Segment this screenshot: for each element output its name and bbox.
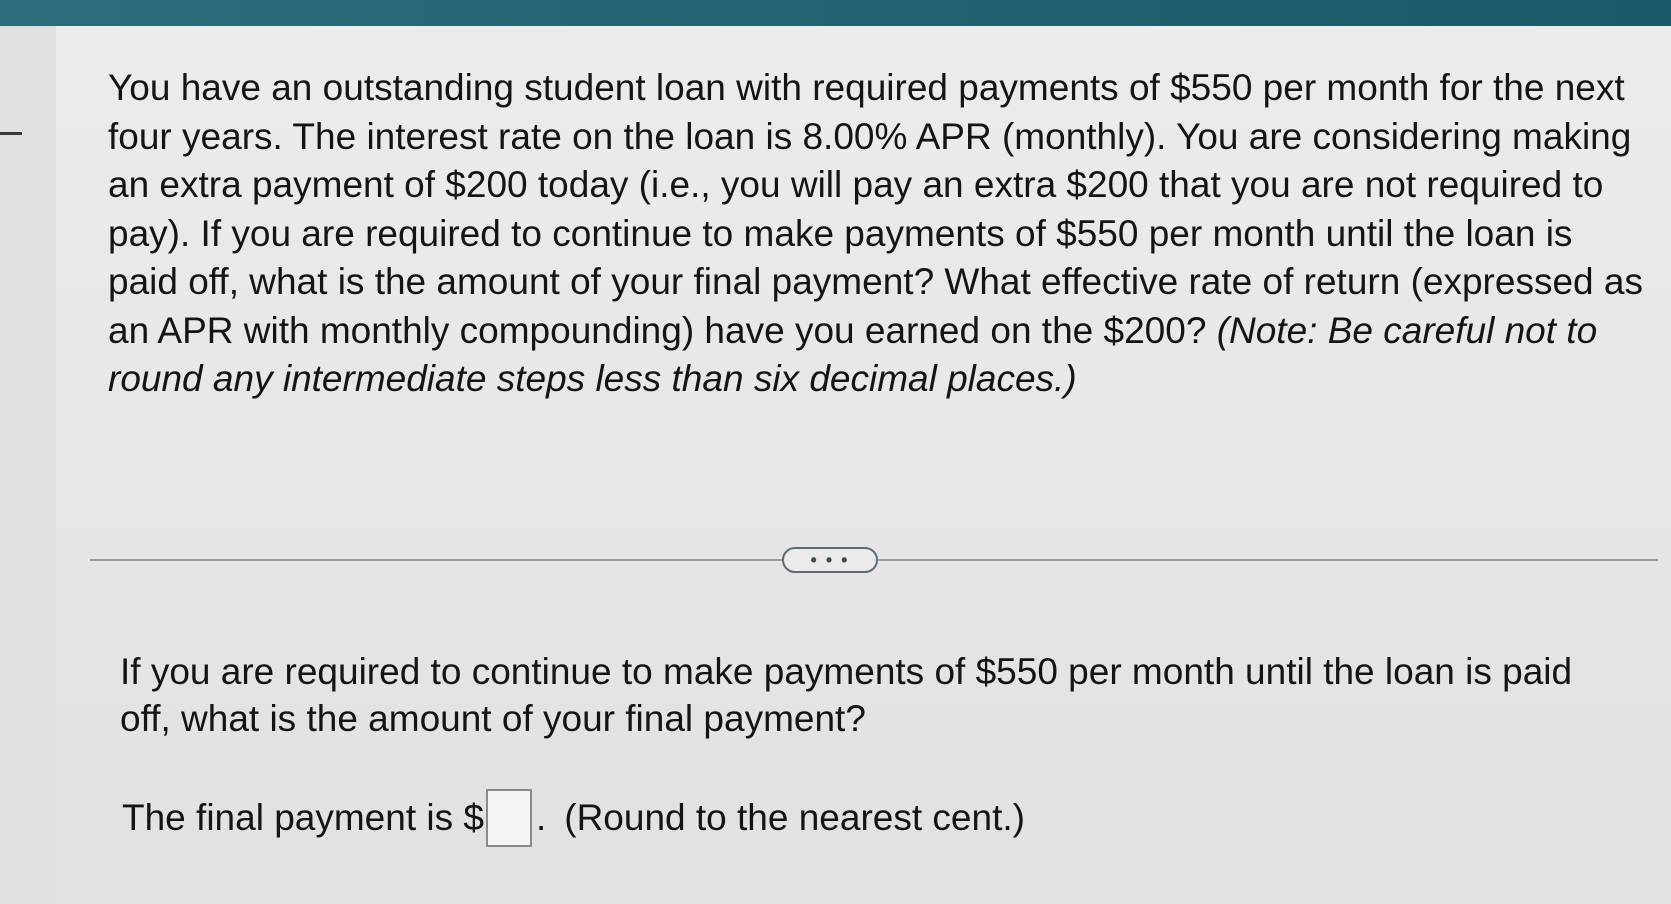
rounding-hint: (Round to the nearest cent.) <box>564 797 1025 838</box>
question-note: (Note: Be careful not to round any intermediate steps less than six decimal places.) <box>108 309 1598 399</box>
answer-row <box>122 789 1025 847</box>
expand-more-button[interactable]: • • • <box>782 547 878 573</box>
top-bar <box>0 0 1671 26</box>
final-payment-input[interactable] <box>486 789 532 847</box>
answer-prefix: The final payment is $ <box>122 797 484 838</box>
question-body: You have an outstanding student loan with required payments of $550 per month for the next four years. The interest rate on the loan is 8.00% APR (monthly). You are considering making an extra payment of $200 today (i.e., you will pay an extra $200 that you are not required to pay). If you are required to continue to make payments of $550 per month until the loan is paid off, what is the amount of your final payment? What effective rate of return (expressed as an APR with monthly compounding) have you earned on the $200? <box>108 67 1643 351</box>
sidebar-marker <box>0 132 22 135</box>
part-question-text: If you are required to continue to make payments of $550 per month until the loan is paid off, what is the amount of your final payment? <box>120 651 1573 739</box>
question-text <box>108 64 1648 404</box>
left-sidebar-strip <box>0 26 57 904</box>
answer-period: . <box>535 797 547 838</box>
